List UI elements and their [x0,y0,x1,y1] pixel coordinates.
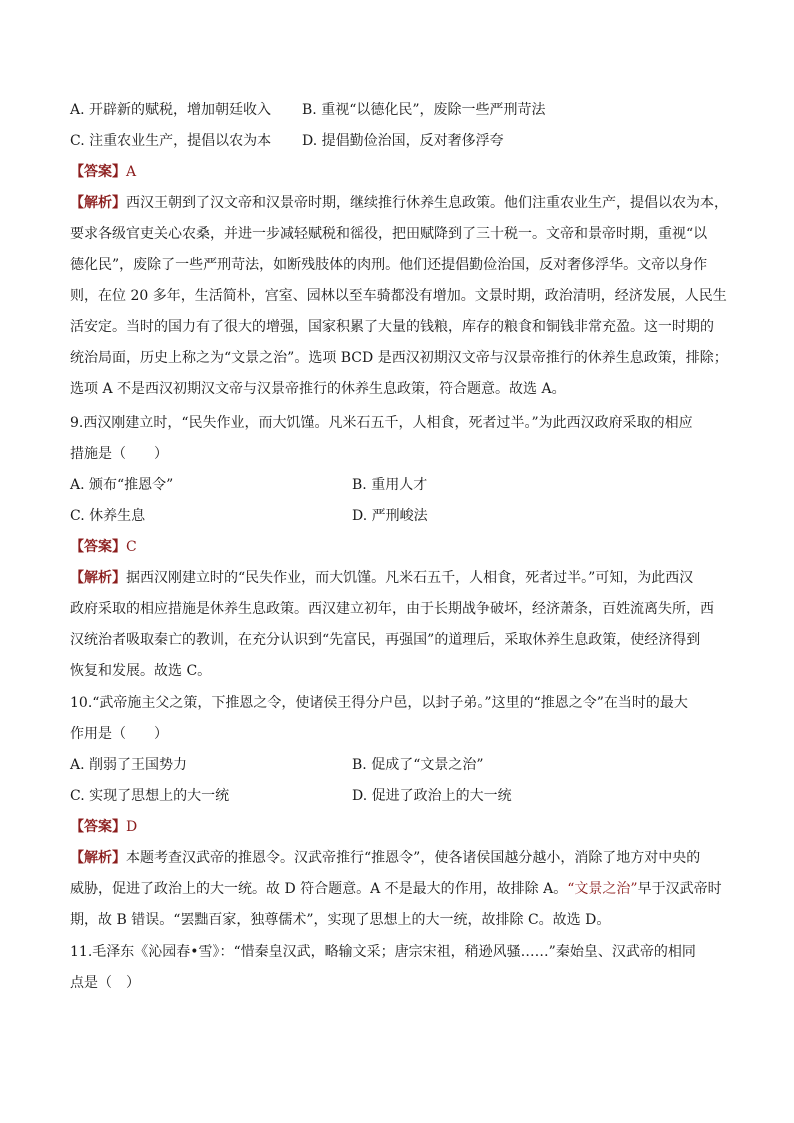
q9-answer [70,537,730,557]
q9-option-c: C. 休养生息 [70,508,146,524]
q9-option-d: D. 严刑峻法 [352,508,428,524]
analysis-text: 西汉王朝到了汉文帝和汉景帝时期，继续推行休养生息政策。他们注重农业生产，提倡以农为本， [126,195,728,211]
q10-analysis-line-3: 期，故 B 错误。“罢黜百家，独尊儒术”，实现了思想上的大一统，故排除 C。故选 D。 [70,912,611,928]
answer-tag: 【答案】 [70,164,126,180]
answer-tag: 【答案】 [70,819,126,835]
analysis-text: 威胁，促进了政治上的大一统。故 D 符合题意。A 不是最大的作用，故排除 A。 [70,881,568,897]
answer-value: A [126,164,137,180]
q10-answer [70,817,730,837]
q9-analysis-line-1 [70,568,730,588]
answer-value: C [126,539,137,555]
q8-analysis-line-2: 要求各级官吏关心农桑，并进一步减轻赋税和徭役，把田赋降到了三十税一。文帝和景帝时期，重视“以 [70,226,708,242]
q10-option-row-1 [70,755,730,775]
q11-stem-line-2: 点是（ ） [70,975,140,991]
q8-analysis-line-5: 活安定。当时的国力有了很大的增强，国家积累了大量的钱粮，库存的粮食和铜钱非常充盈。这一时期的 [70,319,714,335]
q9-option-row-1 [70,475,730,495]
q8-analysis-line-4: 则，在位 20 多年，生活简朴，宫室、园林以至车骑都没有增加。文景时期，政治清明，经济发展，人民生 [70,288,727,304]
q8-option-d: D. 提倡勤俭治国，反对奢侈浮夸 [302,133,504,149]
q10-analysis-line-1 [70,848,730,868]
analysis-tag: 【解析】 [70,850,126,866]
q10-option-b: B. 促成了“文景之治” [352,757,484,773]
q10-option-c: C. 实现了思想上的大一统 [70,788,230,804]
analysis-text: 早于汉武帝时 [637,881,722,897]
q8-analysis-line-3: 德化民”，废除了一些严刑苛法，如断残肢体的肉刑。他们还提倡勤俭治国，反对奢侈浮华。文帝以身作 [70,257,708,273]
q10-stem-line-2: 作用是（ ） [70,726,168,742]
q11-stem-line-1: 11.毛泽东《沁园春•雪》：“惜秦皇汉武，略输文采；唐宗宋祖，稍逊风骚……”秦始皇、汉武帝的相同 [70,944,696,960]
analysis-tag: 【解析】 [70,195,126,211]
highlight-text: “文景之治” [567,881,638,897]
answer-value: D [126,819,138,835]
q10-analysis-line-2 [70,879,730,899]
q8-analysis-line-6: 统治局面，历史上称之为“文景之治”。选项 BCD 是西汉初期汉文帝与汉景帝推行的休养生息政策，排除； [70,350,728,366]
q9-analysis-line-2: 政府采取的相应措施是休养生息政策。西汉建立初年，由于长期战争破坏，经济萧条，百姓流离失所，西 [70,601,714,617]
q10-option-a: A. 削弱了王国势力 [70,757,188,773]
q10-option-d: D. 促进了政治上的大一统 [352,788,512,804]
q8-answer [70,162,730,182]
q9-option-row-2 [70,506,730,526]
q10-stem-line-1: 10.“武帝施主父之策，下推恩之令，使诸侯王得分户邑，以封子弟。”这里的“推恩之令”在当时的最大 [70,695,688,711]
q9-stem-line-1: 9.西汉刚建立时，“民失作业，而大饥馑。凡米石五千，人相食，死者过半。”为此西汉政府采取的相应 [70,415,693,431]
q8-option-b: B. 重视“以德化民”，废除一些严刑苛法 [302,102,546,118]
analysis-tag: 【解析】 [70,570,126,586]
q9-option-a: A. 颁布“推恩令” [70,477,174,493]
analysis-text: 本题考查汉武帝的推恩令。汉武帝推行“推恩令”，使各诸侯国越分越小，消除了地方对中央的 [126,850,701,866]
q9-option-b: B. 重用人才 [352,477,428,493]
q10-option-row-2 [70,786,730,806]
analysis-text: 据西汉刚建立时的“民失作业，而大饥馑。凡米石五千，人相食，死者过半。”可知，为此西汉 [126,570,694,586]
q8-option-a: A. 开辟新的赋税，增加朝廷收入 [70,102,272,118]
q8-option-row-1 [70,100,730,120]
q9-analysis-line-3: 汉统治者吸取秦亡的教训，在充分认识到“先富民，再强国”的道理后，采取休养生息政策，使经济得到 [70,632,701,648]
q8-analysis-line-7: 选项 A 不是西汉初期汉文帝与汉景帝推行的休养生息政策，符合题意。故选 A。 [70,381,566,397]
answer-tag: 【答案】 [70,539,126,555]
q8-option-row-2 [70,131,730,151]
q9-stem-line-2: 措施是（ ） [70,446,168,462]
q8-analysis-line-1 [70,193,730,213]
q9-analysis-line-4: 恢复和发展。故选 C。 [70,663,212,679]
q8-option-c: C. 注重农业生产，提倡以农为本 [70,133,272,149]
